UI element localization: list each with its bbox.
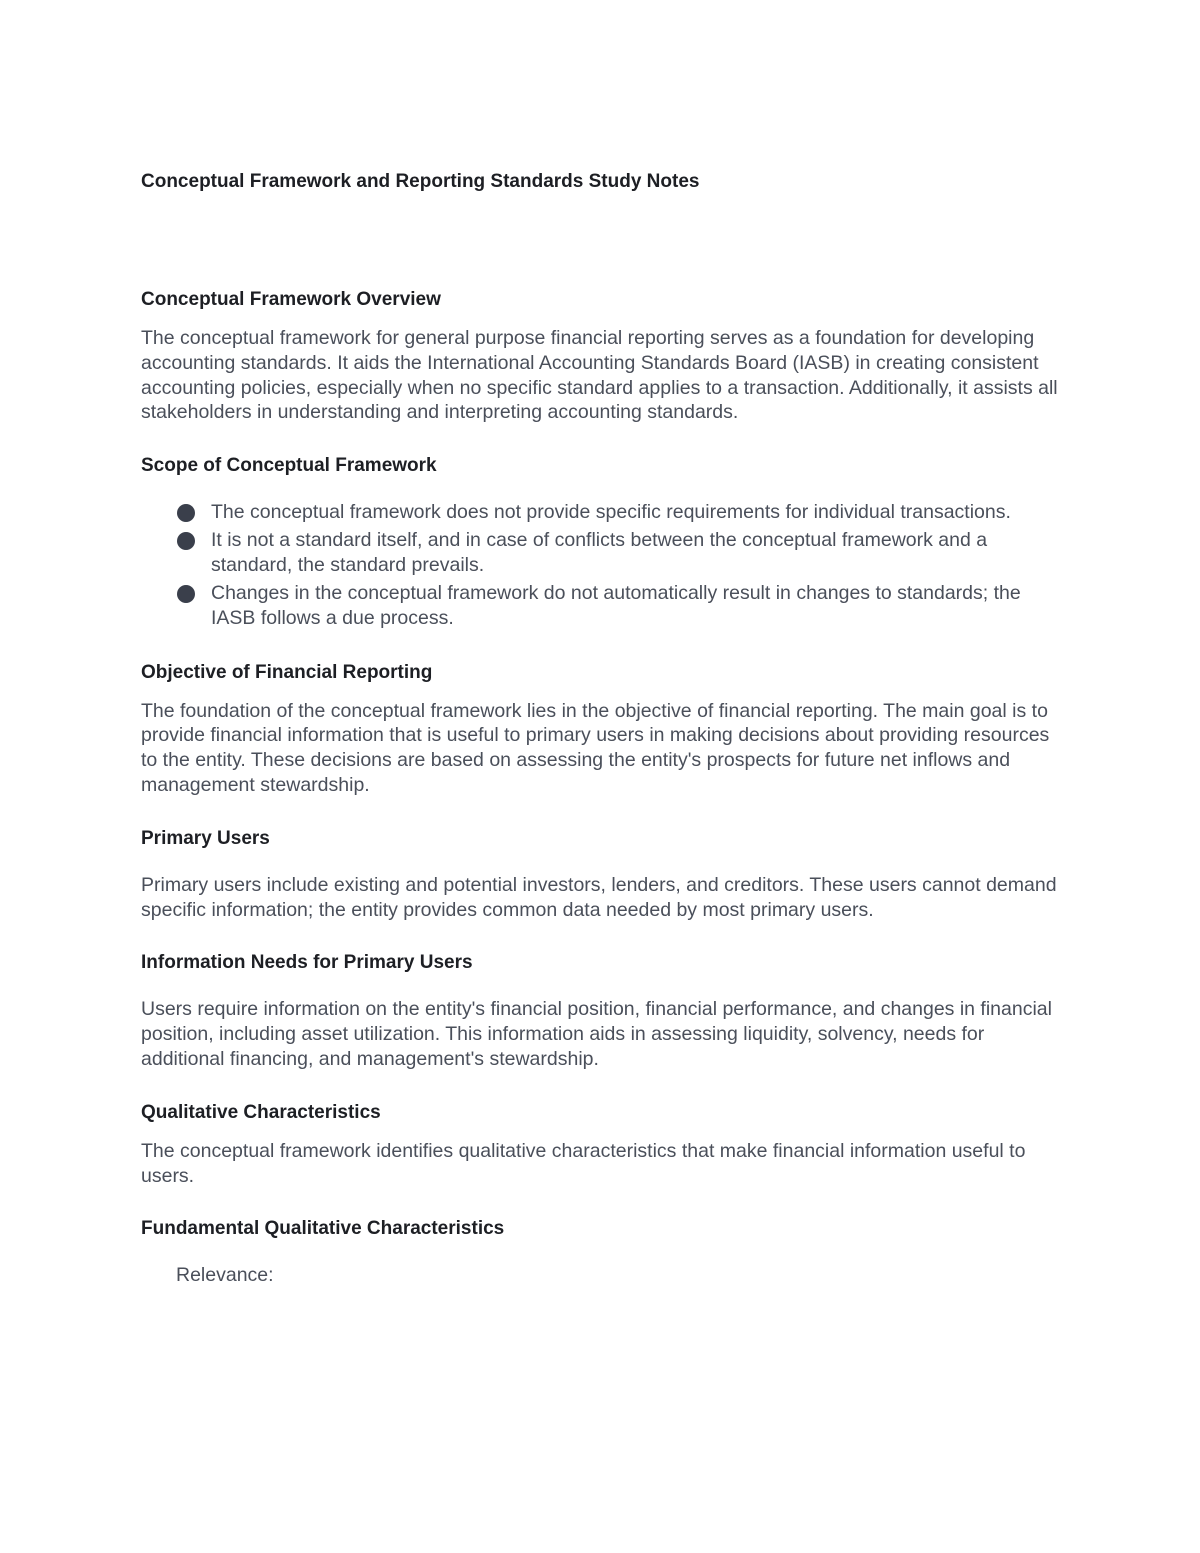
- section-paragraph: Primary users include existing and potential investors, lenders, and creditors. These users cannot demand specific information; the entity provides common data needed by most primary users.: [141, 873, 1057, 921]
- section-overview: [141, 286, 1066, 425]
- section-scope: [141, 452, 1066, 632]
- section-heading: Conceptual Framework Overview: [141, 289, 441, 310]
- list-item-text: Changes in the conceptual framework do not automatically result in changes to standards; the IASB follows a due process.: [211, 581, 1021, 630]
- section-heading: Fundamental Qualitative Characteristics: [141, 1218, 505, 1240]
- list-item: [141, 528, 1066, 579]
- section-paragraph: The foundation of the conceptual framework lies in the objective of financial reporting. The main goal is to provide financial information that is useful to primary users in making decisions about providing resources to the entity. These decisions are based on assessing the entity's prospects for future net inflows and management stewardship.: [141, 699, 1050, 797]
- section-heading: Objective of Financial Reporting: [141, 661, 433, 683]
- document-page: [141, 168, 1066, 1315]
- list-item-text: It is not a standard itself, and in case of conflicts between the conceptual framework and a standard, the standard prevails.: [211, 528, 988, 577]
- section-heading: Information Needs for Primary Users: [141, 952, 473, 974]
- section-information-needs: [141, 949, 1066, 1071]
- section-paragraph: Users require information on the entity's financial position, financial performance, and changes in financial position, including asset utilization. This information aids in assessing liquidity, solvency, needs for additional financing, and management's stewardship.: [141, 998, 1052, 1071]
- bullet-icon: [177, 532, 195, 550]
- bullet-icon: [177, 585, 195, 603]
- section-qualitative: [141, 1099, 1066, 1189]
- list-item-text: The conceptual framework does not provide specific requirements for individual transactions.: [211, 501, 1011, 524]
- section-heading: Primary Users: [141, 827, 270, 849]
- section-paragraph: The conceptual framework identifies qualitative characteristics that make financial information useful to users.: [141, 1139, 1026, 1187]
- bullet-list: [141, 500, 1066, 632]
- document-title: Conceptual Framework and Reporting Standards Study Notes: [141, 171, 700, 192]
- bullet-icon: [177, 504, 195, 522]
- section-fundamental: [141, 1215, 1066, 1288]
- section-primary-users: [141, 825, 1066, 923]
- section-objective: [141, 659, 1066, 798]
- section-heading: Qualitative Characteristics: [141, 1101, 381, 1123]
- section-paragraph: The conceptual framework for general purpose financial reporting serves as a foundation for developing accounting standards. It aids the International Accounting Standards Board (IASB) in creating consistent accounting policies, especially when no specific standard applies to a transaction. Additionally, it assists all stakeholders in understanding and interpreting accounting standards.: [141, 327, 1058, 424]
- indented-label: Relevance:: [176, 1264, 274, 1287]
- list-item: [141, 581, 1066, 632]
- list-item: [141, 500, 1066, 526]
- section-heading: Scope of Conceptual Framework: [141, 455, 437, 477]
